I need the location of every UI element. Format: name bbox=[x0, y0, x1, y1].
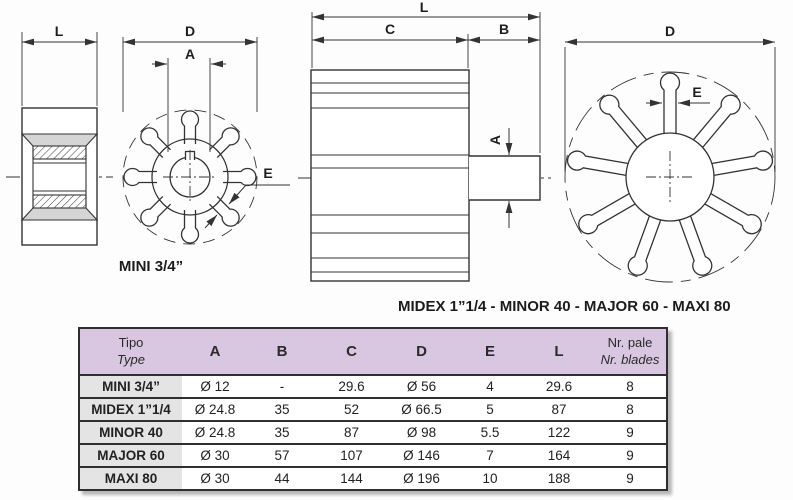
dim-label-a-shaft: A bbox=[487, 134, 503, 146]
cell-e: 7 bbox=[456, 445, 524, 466]
hatch-section-top bbox=[33, 146, 86, 159]
table-row bbox=[80, 374, 666, 397]
group-caption: MIDEX 1”1/4 - MINOR 40 - MAJOR 60 - MAXI 80 bbox=[398, 298, 731, 315]
hatch-section-bottom bbox=[33, 195, 86, 208]
cell-b: - bbox=[248, 376, 316, 397]
cell-a: Ø 24.8 bbox=[182, 422, 248, 443]
cell-e: 5 bbox=[456, 399, 524, 420]
cell-a: Ø 30 bbox=[182, 468, 248, 489]
header-dim-d: D bbox=[416, 343, 427, 360]
cell-d: Ø 98 bbox=[387, 422, 456, 443]
cell-a: Ø 12 bbox=[182, 376, 248, 397]
insert-chamfer-bottom bbox=[22, 208, 97, 220]
cell-e: 4 bbox=[456, 376, 524, 397]
header-dim-e: E bbox=[484, 343, 495, 360]
cell-d: Ø 146 bbox=[387, 445, 456, 466]
cell-c: 107 bbox=[316, 445, 387, 466]
cell-type: MINI 3/4” bbox=[80, 376, 182, 397]
header-blades bbox=[594, 329, 666, 374]
cell-blades: 8 bbox=[594, 376, 666, 397]
cell-l: 87 bbox=[524, 399, 594, 420]
dim-label-c: C bbox=[384, 21, 396, 37]
cell-d: Ø 196 bbox=[387, 468, 456, 489]
dim-label-d-large: D bbox=[664, 23, 676, 39]
cell-type: MAJOR 60 bbox=[80, 445, 182, 466]
cell-e: 10 bbox=[456, 468, 524, 489]
header-blades-it: Nr. pale bbox=[607, 335, 653, 351]
table-row bbox=[80, 466, 666, 489]
cell-d: Ø 56 bbox=[387, 376, 456, 397]
cell-e: 5.5 bbox=[456, 422, 524, 443]
mini-side-view-drawing bbox=[6, 23, 113, 245]
cell-type: MIDEX 1”1/4 bbox=[80, 399, 182, 420]
cell-a: Ø 30 bbox=[182, 445, 248, 466]
large-front-view-drawing bbox=[565, 23, 775, 282]
header-type-en: Type bbox=[117, 351, 145, 367]
shaft bbox=[469, 156, 540, 200]
dim-label-e-mini: E bbox=[263, 165, 273, 181]
dim-label-a-mini: A bbox=[184, 46, 196, 62]
cell-c: 144 bbox=[316, 468, 387, 489]
table-row bbox=[80, 397, 666, 420]
header-dim-l: L bbox=[554, 343, 564, 360]
cell-d: Ø 66.5 bbox=[387, 399, 456, 420]
table-row bbox=[80, 420, 666, 443]
cell-type: MAXI 80 bbox=[80, 468, 182, 489]
dim-label-l-mini: L bbox=[54, 23, 64, 39]
cell-type: MINOR 40 bbox=[80, 422, 182, 443]
header-dim-a: A bbox=[209, 343, 221, 360]
cell-a: Ø 24.8 bbox=[182, 399, 248, 420]
header-dim-c: C bbox=[346, 343, 357, 360]
large-side-view-drawing bbox=[298, 0, 551, 281]
dim-label-e-large: E bbox=[692, 84, 702, 100]
dim-label-b: B bbox=[498, 21, 510, 37]
table-header-row bbox=[80, 329, 666, 374]
cell-l: 188 bbox=[524, 468, 594, 489]
cell-blades: 9 bbox=[594, 468, 666, 489]
table-row bbox=[80, 443, 666, 466]
cell-l: 122 bbox=[524, 422, 594, 443]
cell-b: 35 bbox=[248, 422, 316, 443]
cell-l: 29.6 bbox=[524, 376, 594, 397]
header-type-it: Tipo bbox=[118, 335, 144, 351]
mini-front-view-drawing bbox=[123, 23, 290, 244]
mini-caption: MINI 3/4” bbox=[118, 258, 184, 275]
dim-label-l-large: L bbox=[419, 0, 429, 15]
cell-c: 52 bbox=[316, 399, 387, 420]
cell-blades: 8 bbox=[594, 399, 666, 420]
header-type bbox=[80, 329, 182, 374]
cell-l: 164 bbox=[524, 445, 594, 466]
cell-blades: 9 bbox=[594, 445, 666, 466]
cell-c: 29.6 bbox=[316, 376, 387, 397]
cell-b: 35 bbox=[248, 399, 316, 420]
dim-label-d-mini: D bbox=[184, 23, 196, 39]
cell-blades: 9 bbox=[594, 422, 666, 443]
insert-chamfer-top bbox=[22, 134, 97, 146]
header-blades-en: Nr. blades bbox=[600, 351, 660, 367]
spec-table bbox=[78, 327, 668, 491]
cell-c: 87 bbox=[316, 422, 387, 443]
cell-b: 57 bbox=[248, 445, 316, 466]
header-dim-b: B bbox=[276, 343, 288, 360]
cell-b: 44 bbox=[248, 468, 316, 489]
